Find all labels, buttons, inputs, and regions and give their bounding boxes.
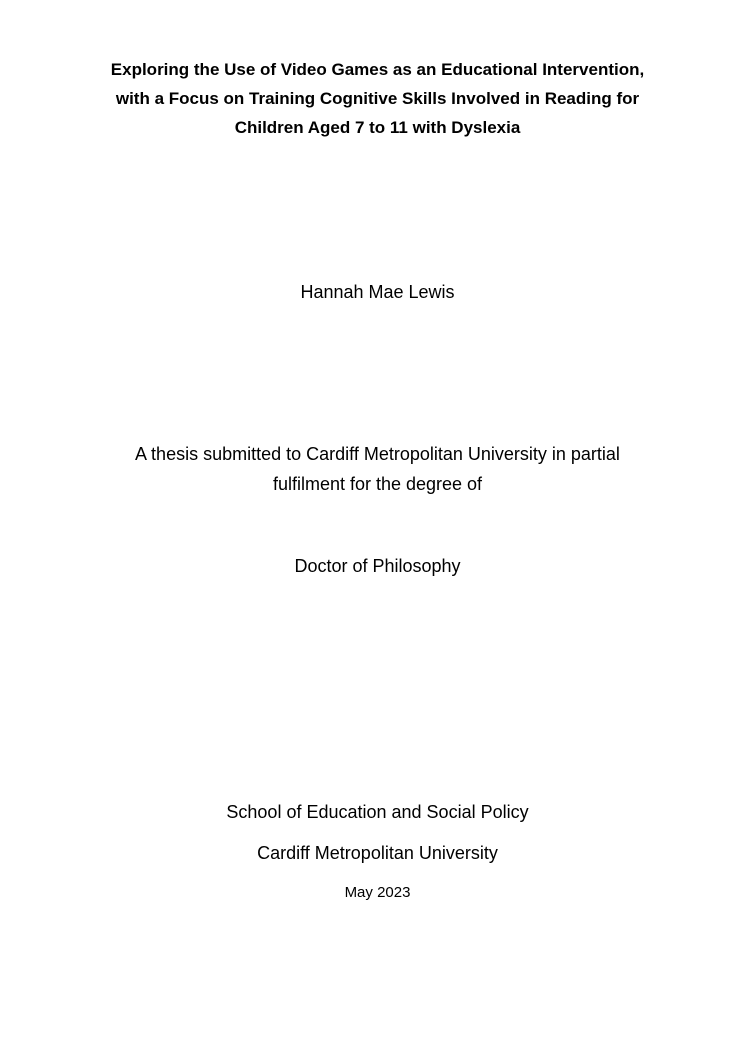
university-name: Cardiff Metropolitan University (257, 843, 498, 863)
thesis-title-line-3: Children Aged 7 to 11 with Dyslexia (234, 118, 521, 137)
degree-name: Doctor of Philosophy (294, 556, 461, 576)
thesis-title-line-2: with a Focus on Training Cognitive Skills Involved in Reading for (115, 89, 640, 108)
submission-statement-line-2: fulfilment for the degree of (272, 474, 483, 494)
submission-date: May 2023 (344, 884, 411, 901)
author-name: Hannah Mae Lewis (300, 282, 455, 302)
school-name: School of Education and Social Policy (226, 802, 529, 822)
submission-statement-line-1: A thesis submitted to Cardiff Metropolitan University in partial (135, 444, 620, 464)
thesis-title-line-1: Exploring the Use of Video Games as an Educational Intervention, (110, 60, 645, 79)
